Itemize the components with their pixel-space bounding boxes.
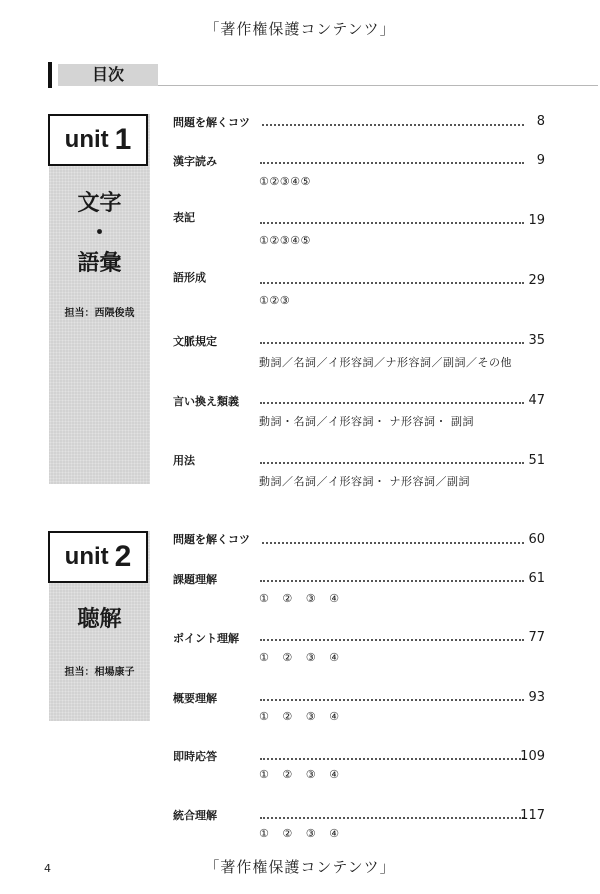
entry-subtopics: ① ② ③ ④ <box>259 710 344 723</box>
entry-subtopics: ① ② ③ ④ <box>259 827 344 840</box>
unit-2-subject: 聴解 <box>77 607 122 632</box>
entry-title: 課題理解 <box>173 573 217 586</box>
entry-title: 文脈規定 <box>173 335 217 348</box>
entry-page-number: 8 <box>536 114 545 129</box>
entry-page-number: 60 <box>528 532 545 547</box>
leader-dots <box>260 222 524 224</box>
entry-page-number: 117 <box>520 808 545 823</box>
page-title: 目次 <box>58 64 158 86</box>
entry-title: 言い換え類義 <box>173 395 239 408</box>
entry-page-number: 109 <box>520 749 545 764</box>
entry-subtopics: ①②③ <box>259 294 291 307</box>
entry-title: 問題を解くコツ <box>173 533 250 546</box>
unit-1-author: 担当：西隈俊哉 <box>64 308 135 319</box>
entry-page-number: 47 <box>528 393 545 408</box>
unit-1-panel <box>49 114 150 484</box>
entry-subtopics: ①②③④⑤ <box>259 175 311 188</box>
entry-page-number: 35 <box>528 333 545 348</box>
entry-page-number: 61 <box>528 571 545 586</box>
heading-rule <box>158 85 598 86</box>
unit-2-word: unit <box>64 543 109 570</box>
leader-dots <box>260 699 524 701</box>
unit-1-subject-line-3: 語彙 <box>77 251 122 276</box>
leader-dots <box>260 758 524 760</box>
entry-title: 概要理解 <box>173 692 217 705</box>
page-number: 4 <box>44 862 51 875</box>
unit-1-subject-line-2: ・ <box>88 221 111 246</box>
entry-title: 表記 <box>173 211 195 224</box>
entry-subtopics: ①②③④⑤ <box>259 234 311 247</box>
unit-1-word: unit <box>64 126 109 153</box>
leader-dots <box>260 639 524 641</box>
entry-page-number: 9 <box>536 153 545 168</box>
entry-subtopics: ① ② ③ ④ <box>259 592 344 605</box>
entry-title: 問題を解くコツ <box>173 116 250 129</box>
unit-2-panel <box>49 531 150 721</box>
entry-title: 用法 <box>173 454 195 467</box>
unit-2-number: 2 <box>114 540 132 573</box>
entry-subtopics: 動詞／名詞／イ形容詞／ナ形容詞／副詞／その他 <box>259 356 512 369</box>
unit-1-badge <box>48 114 148 166</box>
entry-subtopics: 動詞／名詞／イ形容詞・ ナ形容詞／副詞 <box>259 475 470 488</box>
unit-2-badge <box>48 531 148 583</box>
entry-page-number: 93 <box>528 690 545 705</box>
entry-page-number: 51 <box>528 453 545 468</box>
entry-title: 即時応答 <box>173 750 217 763</box>
leader-dots <box>260 580 524 582</box>
leader-dots <box>260 817 524 819</box>
entry-title: 統合理解 <box>173 809 217 822</box>
leader-dots <box>260 402 524 404</box>
entry-page-number: 19 <box>528 213 545 228</box>
leader-dots <box>260 282 524 284</box>
entry-subtopics: 動詞・名詞／イ形容詞・ ナ形容詞・ 副詞 <box>259 415 474 428</box>
entry-title: ポイント理解 <box>173 632 239 645</box>
leader-dots <box>262 542 524 544</box>
copyright-watermark-top: 「著作権保護コンテンツ」 <box>204 20 396 38</box>
unit-1-subject-line-1: 文字 <box>77 191 122 216</box>
heading-accent-bar <box>48 62 52 88</box>
entry-page-number: 29 <box>528 273 545 288</box>
copyright-watermark-bottom: 「著作権保護コンテンツ」 <box>204 858 396 876</box>
entry-subtopics: ① ② ③ ④ <box>259 651 344 664</box>
leader-dots <box>262 124 524 126</box>
leader-dots <box>260 342 524 344</box>
unit-1-number: 1 <box>114 123 132 156</box>
unit-2-author: 担当：相場康子 <box>64 667 135 678</box>
entry-title: 漢字読み <box>173 155 217 168</box>
leader-dots <box>260 462 524 464</box>
entry-title: 語形成 <box>173 271 206 284</box>
entry-page-number: 77 <box>528 630 545 645</box>
entry-subtopics: ① ② ③ ④ <box>259 768 344 781</box>
leader-dots <box>260 162 524 164</box>
